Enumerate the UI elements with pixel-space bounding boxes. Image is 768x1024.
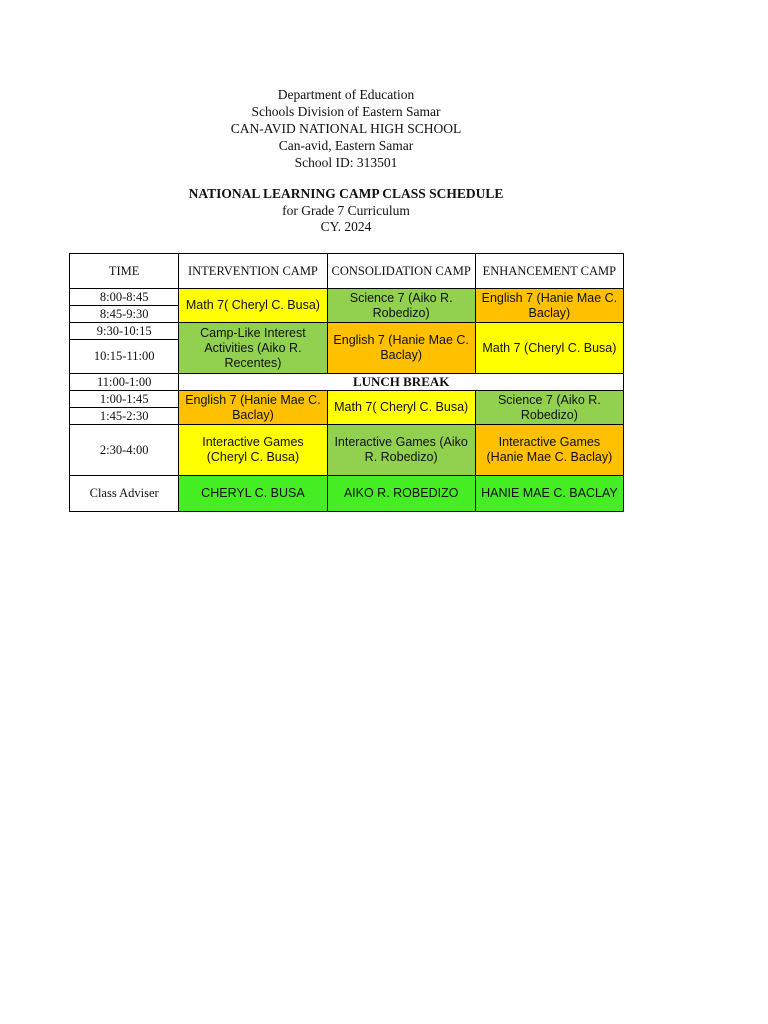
department-name: Department of Education (277, 87, 415, 102)
school-id: School ID: 313501 (294, 155, 398, 170)
table-row (70, 289, 624, 306)
adviser-intervention: CHERYL C. BUSA (179, 476, 327, 512)
time-slot: 9:30-10:15 (70, 323, 179, 340)
consolidation-cell: Math 7( Cheryl C. Busa) (327, 391, 475, 425)
schedule-subtitle: for Grade 7 Curriculum (282, 202, 410, 218)
table-row (70, 374, 624, 391)
time-slot: 2:30-4:00 (70, 425, 179, 476)
time-slot: 1:45-2:30 (70, 408, 179, 425)
enhancement-cell: Interactive Games (Hanie Mae C. Baclay) (475, 425, 623, 476)
intervention-cell: English 7 (Hanie Mae C. Baclay) (179, 391, 327, 425)
school-header (0, 86, 692, 171)
class-adviser-label: Class Adviser (70, 476, 179, 512)
column-header-intervention: INTERVENTION CAMP (179, 254, 327, 289)
consolidation-cell: Science 7 (Aiko R. Robedizo) (327, 289, 475, 323)
table-row (70, 476, 624, 512)
table-header-row (70, 254, 624, 289)
schedule-table (69, 253, 624, 512)
time-slot: 10:15-11:00 (70, 340, 179, 374)
intervention-cell: Interactive Games (Cheryl C. Busa) (179, 425, 327, 476)
table-row (70, 391, 624, 408)
time-slot: 11:00-1:00 (70, 374, 179, 391)
table-row (70, 425, 624, 476)
schedule-title-block (0, 186, 692, 236)
intervention-cell: Camp-Like Interest Activities (Aiko R. Recentes) (179, 323, 327, 374)
time-slot: 8:45-9:30 (70, 306, 179, 323)
schedule-year: CY. 2024 (320, 219, 372, 234)
consolidation-cell: Interactive Games (Aiko R. Robedizo) (327, 425, 475, 476)
consolidation-cell: English 7 (Hanie Mae C. Baclay) (327, 323, 475, 374)
adviser-enhancement: HANIE MAE C. BACLAY (475, 476, 623, 512)
column-header-consolidation: CONSOLIDATION CAMP (327, 254, 475, 289)
school-name: CAN-AVID NATIONAL HIGH SCHOOL (230, 121, 462, 136)
lunch-break-cell: LUNCH BREAK (179, 374, 624, 391)
school-address: Can-avid, Eastern Samar (278, 138, 414, 153)
adviser-consolidation: AIKO R. ROBEDIZO (327, 476, 475, 512)
division-name: Schools Division of Eastern Samar (251, 104, 441, 119)
column-header-enhancement: ENHANCEMENT CAMP (475, 254, 623, 289)
time-slot: 1:00-1:45 (70, 391, 179, 408)
enhancement-cell: English 7 (Hanie Mae C. Baclay) (475, 289, 623, 323)
intervention-cell: Math 7( Cheryl C. Busa) (179, 289, 327, 323)
time-slot: 8:00-8:45 (70, 289, 179, 306)
enhancement-cell: Math 7 (Cheryl C. Busa) (475, 323, 623, 374)
schedule-title: NATIONAL LEARNING CAMP CLASS SCHEDULE (188, 186, 504, 201)
table-row (70, 323, 624, 340)
column-header-time: TIME (70, 254, 179, 289)
enhancement-cell: Science 7 (Aiko R. Robedizo) (475, 391, 623, 425)
